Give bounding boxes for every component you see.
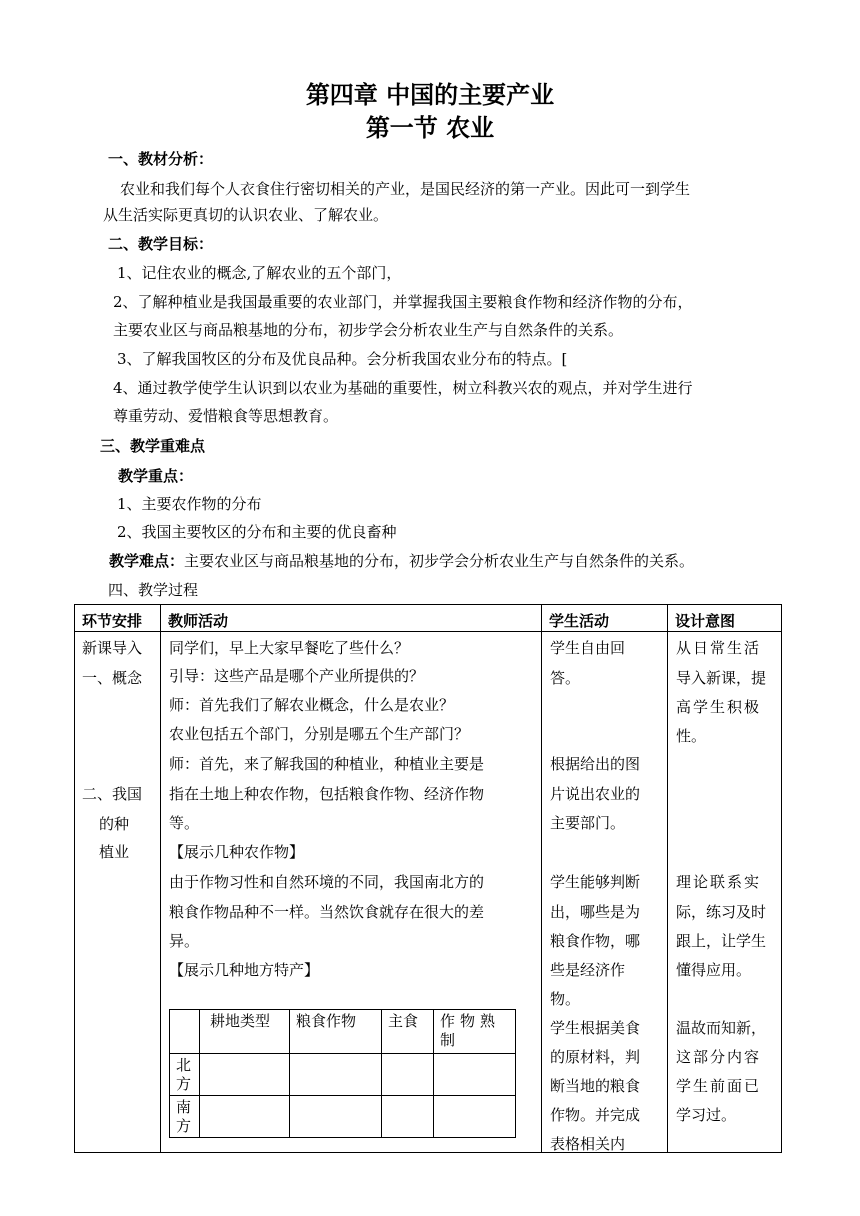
focus-heading: 教学重点： (118, 467, 194, 485)
stage-line: 二、我国 (82, 785, 143, 803)
student-line: 片说出农业的 (550, 785, 641, 803)
goal-line: 3、了解我国牧区的分布及优良品种。会分析我国农业分布的特点。[ (117, 350, 568, 368)
student-line: 粮食作物，哪 (550, 932, 641, 950)
intent-line: 导入新课，提 (676, 669, 767, 687)
stage-line: 的种 (99, 815, 130, 833)
intent-line: 跟上，让学生 (676, 932, 767, 950)
student-line: 物。 (550, 990, 581, 1008)
inner-header (170, 1010, 200, 1054)
stage-line: 新课导入 (82, 639, 143, 657)
student-line: 些是经济作 (550, 961, 626, 979)
teacher-line: 师：首先我们了解农业概念，什么是农业？ (169, 696, 455, 714)
chapter-title: 第四章 中国的主要产业 (305, 81, 555, 109)
teacher-line: 粮食作物品种不一样。当然饮食就存在很大的差 (169, 903, 485, 921)
student-line: 答。 (550, 669, 581, 687)
header-student: 学生活动 (542, 605, 668, 632)
goal-line: 1、记住农业的概念,了解农业的五个部门， (117, 264, 402, 282)
intent-line: 理论联系实 (676, 873, 762, 891)
teacher-line: 同学们，早上大家早餐吃了些什么？ (169, 639, 410, 657)
difficulty-line (109, 551, 694, 571)
inner-row-label: 北方 (170, 1054, 200, 1096)
intent-cell (668, 632, 782, 1153)
analysis-heading: 一、教材分析： (108, 150, 214, 168)
student-line: 出，哪些是为 (550, 903, 641, 921)
stage-line: 一、概念 (82, 669, 143, 687)
student-line: 的原材料，判 (550, 1048, 641, 1066)
inner-cell (200, 1054, 290, 1096)
student-line: 学生自由回 (550, 639, 626, 657)
inner-cell (382, 1054, 434, 1096)
keypoints-heading: 三、教学重难点 (100, 437, 206, 455)
header-intent: 设计意图 (668, 605, 782, 632)
student-line: 学生能够判断 (550, 873, 641, 891)
inner-row-label: 南方 (170, 1096, 200, 1138)
stage-line: 植业 (99, 843, 130, 861)
intent-line: 学生前面已 (676, 1077, 762, 1095)
goal-line: 2、了解种植业是我国最重要的农业部门，并掌握我国主要粮食作物和经济作物的分布， (113, 293, 693, 311)
intent-line: 学习过。 (676, 1106, 737, 1124)
specialty-table (169, 1009, 516, 1138)
goal-line: 尊重劳动、爱惜粮食等思想教育。 (113, 407, 339, 425)
goals-heading: 二、教学目标： (108, 235, 214, 253)
teacher-line: 农业包括五个部门，分别是哪五个生产部门？ (169, 725, 470, 743)
inner-header: 粮食作物 (290, 1010, 382, 1054)
goal-line: 主要农业区与商品粮基地的分布，初步学会分析农业生产与自然条件的关系。 (113, 321, 624, 339)
inner-cell (434, 1096, 516, 1138)
inner-cell (434, 1054, 516, 1096)
student-line: 根据给出的图 (550, 755, 641, 773)
teacher-cell (161, 632, 542, 1153)
stage-cell (75, 632, 161, 1153)
intent-line: 从日常生活 (676, 639, 762, 657)
focus-item: 2、我国主要牧区的分布和主要的优良畜种 (117, 523, 397, 541)
analysis-line: 从生活实际更真切的认识农业、了解农业。 (103, 206, 389, 224)
intent-line: 性。 (676, 727, 707, 745)
inner-cell (290, 1054, 382, 1096)
inner-cell (290, 1096, 382, 1138)
intent-line: 温故而知新， (676, 1019, 767, 1037)
teacher-line: 引导：这些产品是哪个产业所提供的？ (169, 667, 425, 685)
difficulty-text: 主要农业区与商品粮基地的分布，初步学会分析农业生产与自然条件的关系。 (184, 552, 695, 570)
goal-line: 4、通过教学使学生认识到以农业为基础的重要性，树立科教兴农的观点，并对学生进行 (113, 379, 693, 397)
difficulty-label: 教学难点： (109, 552, 185, 570)
inner-header: 主食 (382, 1010, 434, 1054)
teacher-line: 【展示几种地方特产】 (169, 961, 320, 979)
teacher-line: 等。 (169, 814, 200, 832)
analysis-line: 农业和我们每个人衣食住行密切相关的产业，是国民经济的第一产业。因此可一到学生 (120, 180, 691, 198)
inner-cell (382, 1096, 434, 1138)
student-cell (542, 632, 668, 1153)
intent-line: 高学生积极 (676, 698, 762, 716)
teacher-line: 异。 (169, 932, 200, 950)
inner-header: 耕地类型 (200, 1010, 290, 1054)
intent-line: 际，练习及时 (676, 903, 767, 921)
header-teacher: 教师活动 (161, 605, 542, 632)
inner-cell (200, 1096, 290, 1138)
student-line: 学生根据美食 (550, 1019, 641, 1037)
header-stage: 环节安排 (75, 605, 161, 632)
student-line: 主要部门。 (550, 814, 626, 832)
teacher-line: 指在土地上种农作物，包括粮食作物、经济作物 (169, 785, 485, 803)
inner-header: 作物熟制 (434, 1010, 516, 1054)
intent-line: 这部分内容 (676, 1048, 762, 1066)
teacher-line: 师：首先，来了解我国的种植业，种植业主要是 (169, 755, 485, 773)
section-title: 第一节 农业 (365, 114, 495, 142)
process-heading: 四、教学过程 (108, 581, 199, 599)
focus-item: 1、主要农作物的分布 (117, 495, 262, 513)
student-line: 作物。并完成 (550, 1106, 641, 1124)
student-line: 表格相关内 (550, 1135, 626, 1152)
process-table (74, 604, 782, 1153)
teacher-line: 【展示几种农作物】 (169, 843, 305, 861)
intent-line: 懂得应用。 (676, 961, 752, 979)
student-line: 断当地的粮食 (550, 1077, 641, 1095)
teacher-line: 由于作物习性和自然环境的不同，我国南北方的 (169, 873, 485, 891)
